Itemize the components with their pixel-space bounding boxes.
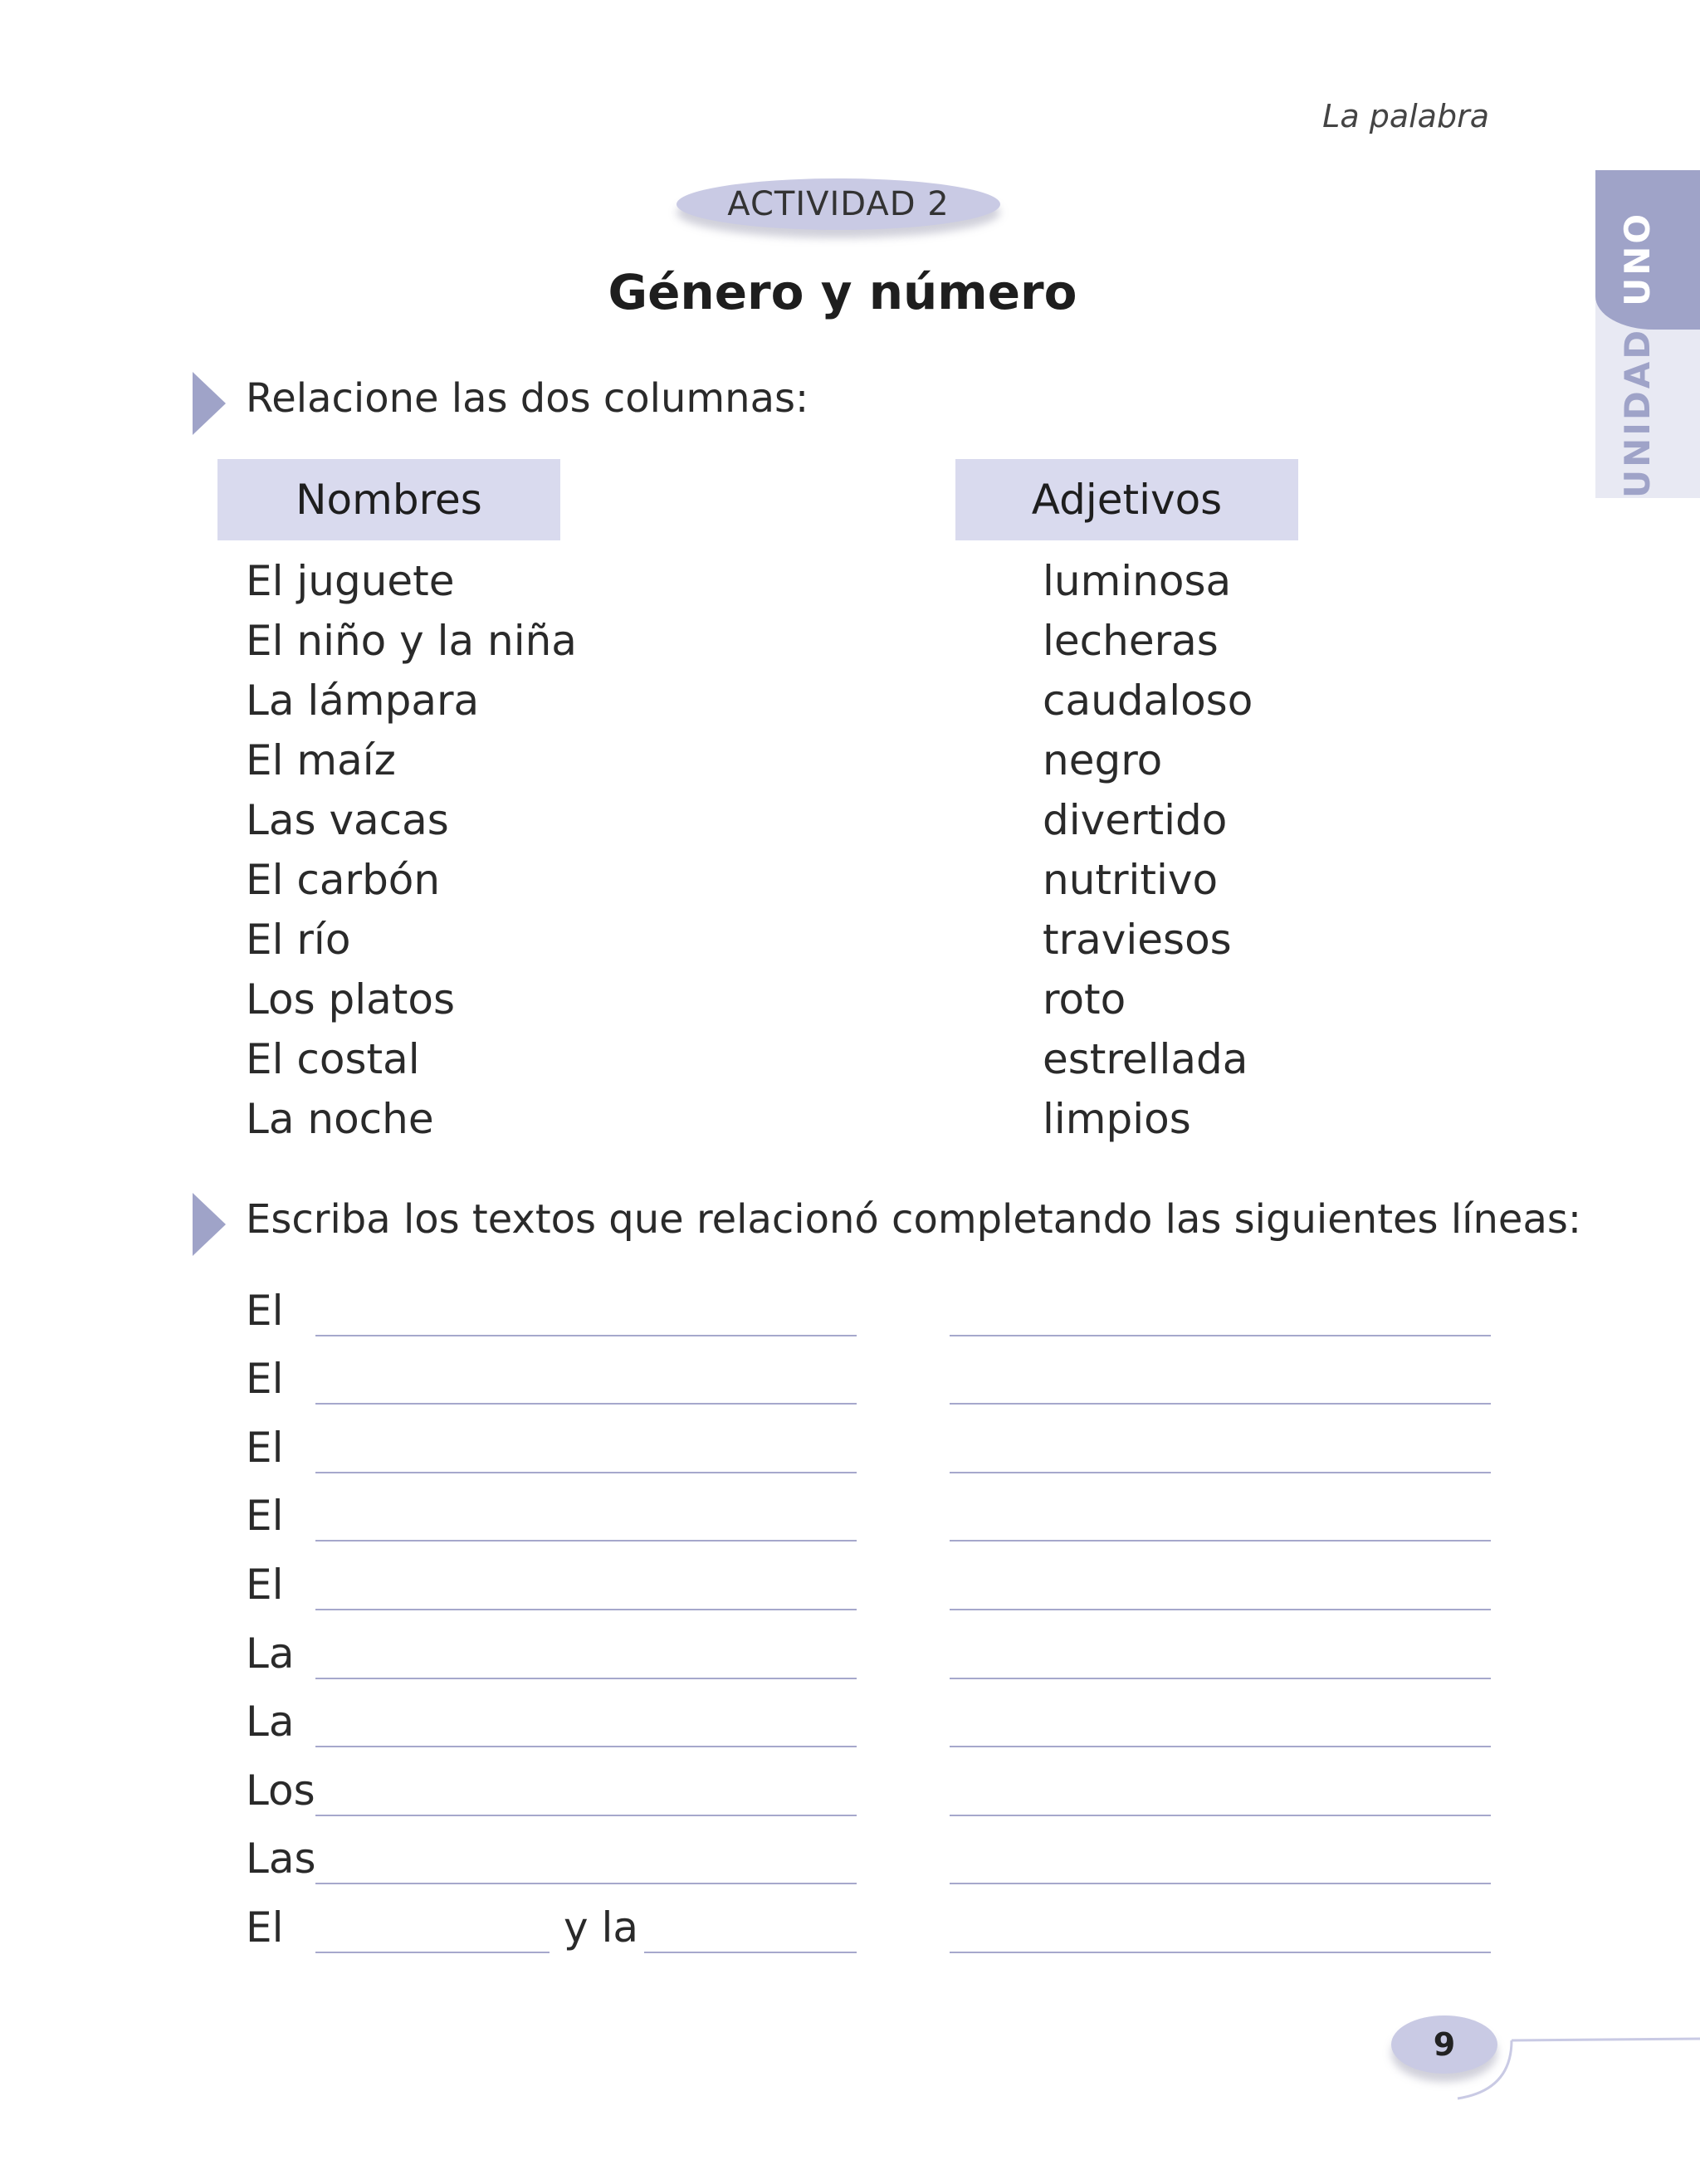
adjetivos-list — [1043, 551, 1253, 1149]
noun-answer-line[interactable] — [315, 1815, 857, 1816]
noun-item: El carbón — [246, 856, 441, 904]
adjective-item: divertido — [1043, 796, 1228, 844]
row-article: La — [246, 1698, 295, 1746]
noun-item: El río — [246, 916, 351, 964]
connector-text: y la — [564, 1903, 639, 1952]
page-number: 9 — [1391, 2015, 1497, 2074]
instruction-write: Escriba los textos que relacionó completando las siguientes líneas: — [246, 1196, 1582, 1243]
fill-row — [246, 1346, 1491, 1414]
noun-item: Las vacas — [246, 796, 449, 844]
nombres-list — [246, 551, 577, 1149]
bullet-arrow-icon — [193, 372, 226, 435]
row-article: Los — [246, 1766, 315, 1815]
adjective-item: caudaloso — [1043, 677, 1253, 725]
fill-row — [246, 1826, 1491, 1894]
unit-number-label: UNO — [1617, 211, 1658, 306]
noun-answer-line[interactable] — [315, 1609, 857, 1610]
fill-row — [246, 1483, 1491, 1551]
noun-item: El costal — [246, 1035, 420, 1083]
adjective-item: nutritivo — [1043, 856, 1219, 904]
activity-badge: ACTIVIDAD 2 — [677, 178, 1000, 230]
nombres-header: Nombres — [217, 459, 560, 540]
fill-row — [246, 1621, 1491, 1689]
adjective-item: luminosa — [1043, 557, 1232, 605]
adjective-answer-line[interactable] — [950, 1335, 1491, 1336]
adjective-answer-line[interactable] — [950, 1952, 1491, 1953]
adjective-answer-line[interactable] — [950, 1472, 1491, 1473]
adjective-answer-line[interactable] — [950, 1883, 1491, 1884]
fill-row — [246, 1689, 1491, 1757]
row-article: El — [246, 1561, 284, 1609]
adjective-item: roto — [1043, 975, 1126, 1024]
noun-answer-line-2[interactable] — [644, 1952, 857, 1953]
noun-answer-line[interactable] — [315, 1952, 550, 1953]
noun-answer-line[interactable] — [315, 1678, 857, 1679]
row-article: El — [246, 1287, 284, 1335]
noun-answer-line[interactable] — [315, 1746, 857, 1747]
noun-item: El niño y la niña — [246, 617, 577, 665]
row-article: El — [246, 1492, 284, 1540]
noun-item: El maíz — [246, 736, 396, 784]
noun-item: Los platos — [246, 975, 456, 1024]
bullet-arrow-icon — [193, 1193, 226, 1256]
adjective-item: lecheras — [1043, 617, 1219, 665]
instruction-match: Relacione las dos columnas: — [246, 375, 809, 422]
noun-answer-line[interactable] — [315, 1403, 857, 1405]
row-article: El — [246, 1355, 284, 1403]
noun-answer-line[interactable] — [315, 1540, 857, 1542]
adjective-answer-line[interactable] — [950, 1746, 1491, 1747]
fill-row — [246, 1895, 1491, 1963]
adjective-answer-line[interactable] — [950, 1678, 1491, 1679]
row-article: La — [246, 1629, 295, 1678]
adjective-item: limpios — [1043, 1095, 1191, 1143]
row-article: El — [246, 1424, 284, 1472]
row-article: El — [246, 1903, 284, 1952]
noun-answer-line[interactable] — [315, 1883, 857, 1884]
adjective-item: estrellada — [1043, 1035, 1248, 1083]
row-article: Las — [246, 1835, 316, 1883]
noun-item: La lámpara — [246, 677, 480, 725]
adjetivos-header: Adjetivos — [955, 459, 1298, 540]
noun-answer-line[interactable] — [315, 1335, 857, 1336]
page-title: Género y número — [608, 264, 1077, 320]
adjective-answer-line[interactable] — [950, 1403, 1491, 1405]
noun-item: La noche — [246, 1095, 434, 1143]
adjective-answer-line[interactable] — [950, 1815, 1491, 1816]
running-header: La palabra — [1322, 98, 1489, 134]
adjective-item: traviesos — [1043, 916, 1232, 964]
adjective-answer-line[interactable] — [950, 1540, 1491, 1542]
fill-row — [246, 1758, 1491, 1826]
noun-item: El juguete — [246, 557, 455, 605]
unit-label: UNIDAD — [1617, 327, 1658, 498]
fill-row — [246, 1552, 1491, 1620]
fill-row — [246, 1278, 1491, 1346]
adjective-item: negro — [1043, 736, 1163, 784]
fill-row — [246, 1415, 1491, 1483]
unit-side-label — [1617, 212, 1658, 498]
adjective-answer-line[interactable] — [950, 1609, 1491, 1610]
noun-answer-line[interactable] — [315, 1472, 857, 1473]
